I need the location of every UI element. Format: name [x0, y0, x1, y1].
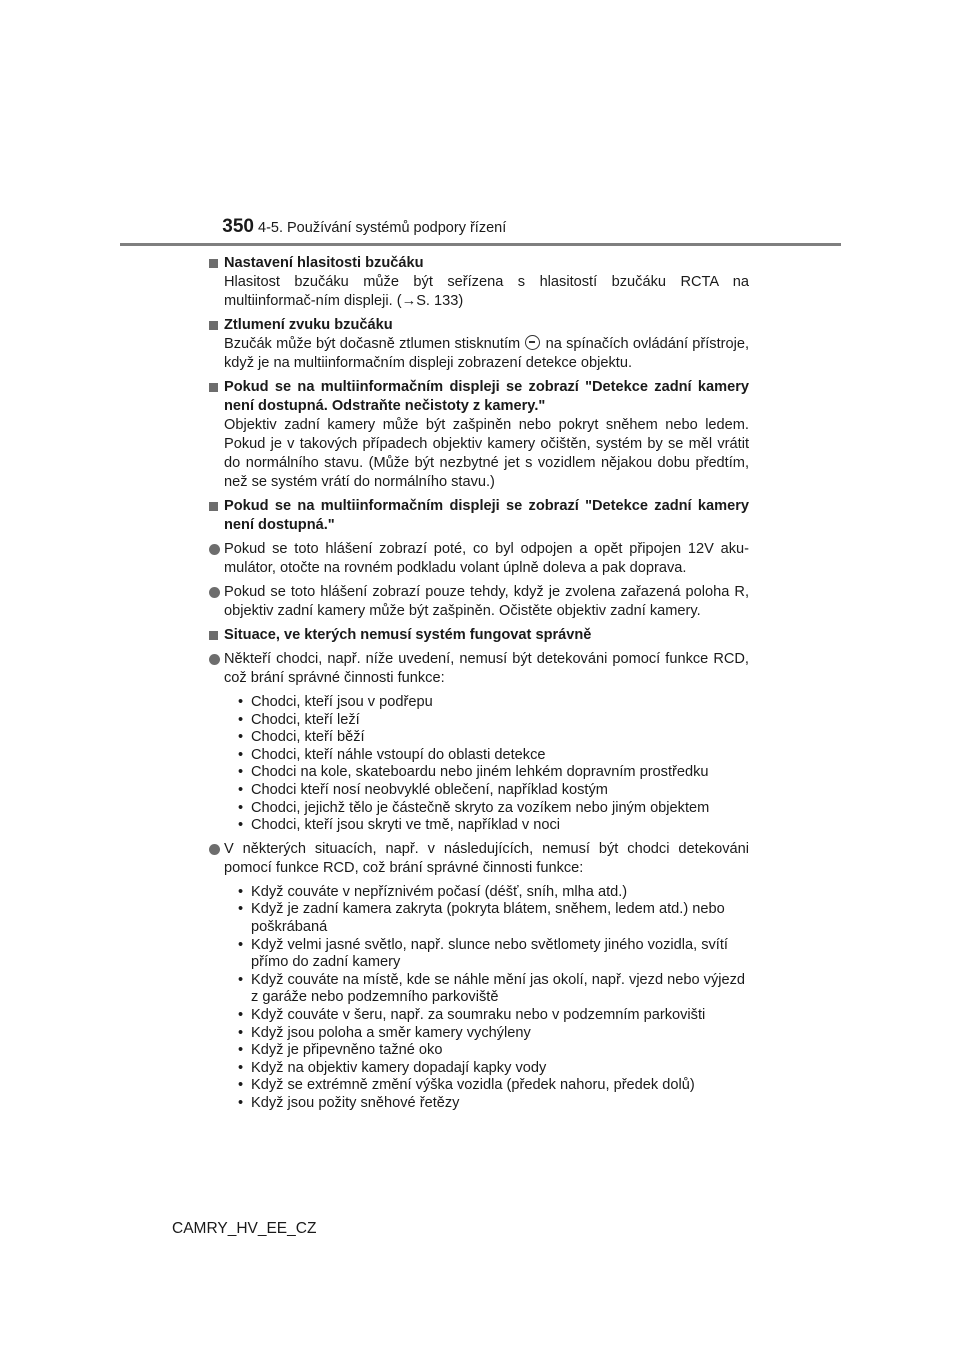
round-bullet-icon: [209, 587, 220, 598]
sub-list-item: • Chodci na kole, skateboardu nebo jiném lehkém dopravním prostředku: [238, 764, 749, 782]
sub-list-item: • Chodci, kteří běží: [238, 729, 749, 747]
sub-list-item: • Chodci, kteří leží: [238, 712, 749, 730]
section-paragraph: Hlasitost bzučáku může být seřízena s hlasitostí bzučáku RCTA na multiinformač-ním displeji. (→S. 133): [224, 274, 749, 309]
situation-list: [209, 884, 749, 1113]
section-heading: Pokud se na multiinformačním displeji se zobrazí "Detekce zadní kamery není dostupná. Odstraňte nečistoty z kamery.": [209, 378, 749, 416]
section-paragraph: Objektiv zadní kamery může být zašpiněn nebo pokryt sněhem nebo ledem. Pokud je v takových případech objektiv kamery očištěn, systém by se měl vrátit do normálního stavu. (Může být nezbytné jet s vozidlem nějakou dobu předtím, než se systém vrátí do normálního stavu.): [224, 417, 749, 490]
sub-list-item: • Když couváte v šeru, např. za soumraku nebo v podzemním parkovišti: [238, 1007, 749, 1025]
round-bullet-icon: [209, 844, 220, 855]
square-bullet-icon: [209, 631, 218, 640]
sub-list-item: • Chodci, kteří jsou v podřepu: [238, 694, 749, 712]
header-rule: [120, 243, 841, 246]
page-header: [185, 216, 506, 238]
footer-model-code: CAMRY_HV_EE_CZ: [172, 1220, 317, 1237]
sub-list-item: • Chodci kteří nosí neobvyklé oblečení, například kostým: [238, 782, 749, 800]
section-heading: Situace, ve kterých nemusí systém fungovat správně: [209, 626, 749, 645]
sub-list-item: • Když velmi jasné světlo, např. slunce nebo světlomety jiného vozidla, svítí přímo do zadní kamery: [238, 937, 749, 972]
list-item: Pokud se toto hlášení zobrazí poté, co byl odpojen a opět připojen 12V aku-mulátor, otočte na rovném podkladu volant úplně doleva a pak doprava.: [209, 540, 749, 578]
sub-list-item: • Když na objektiv kamery dopadají kapky vody: [238, 1060, 749, 1078]
sub-list-item: • Chodci, jejichž tělo je částečně skryto za vozíkem nebo jiným objektem: [238, 800, 749, 818]
sub-list-item: • Chodci, kteří náhle vstoupí do oblasti detekce: [238, 747, 749, 765]
section-paragraph: Bzučák může být dočasně ztlumen stisknutím na spínačích ovládání přístroje, když je na multiinformačním displeji zobrazení detekce objektu.: [224, 336, 750, 371]
list-item: Někteří chodci, např. níže uvedení, nemusí být detekováni pomocí funkce RCD, což brání správné činnosti funkce:: [209, 650, 749, 688]
section-heading: Ztlumení zvuku bzučáku: [209, 316, 749, 335]
sub-list-item: • Když jsou požity sněhové řetězy: [238, 1095, 749, 1113]
square-bullet-icon: [209, 259, 218, 268]
sub-list-item: • Když jsou poloha a směr kamery vychýleny: [238, 1025, 749, 1043]
square-bullet-icon: [209, 321, 218, 330]
sub-list-item: • Když couváte na místě, kde se náhle mění jas okolí, např. vjezd nebo výjezd z garáže nebo podzemního parkoviště: [238, 972, 749, 1007]
section-heading: Pokud se na multiinformačním displeji se zobrazí "Detekce zadní kamery není dostupná.": [209, 497, 749, 535]
sub-list-item: • Když je připevněno tažné oko: [238, 1042, 749, 1060]
list-item: V některých situacích, např. v následujících, nemusí být chodci detekováni pomocí funkce RCD, což brání správné činnosti funkce:: [209, 840, 749, 878]
section-heading: Nastavení hlasitosti bzučáku: [209, 254, 749, 273]
page-content: [209, 254, 749, 1114]
section-title: 4-5. Používání systémů podpory řízení: [258, 220, 507, 236]
list-item: Pokud se toto hlášení zobrazí pouze tehdy, když je zvolena zařazená poloha R, objektiv zadní kamery může být zašpiněn. Očistěte objektiv zadní kamery.: [209, 583, 749, 621]
sub-list-item: • Když se extrémně změní výška vozidla (předek nahoru, předek dolů): [238, 1077, 749, 1095]
sub-list-item: • Když je zadní kamera zakryta (pokryta blátem, sněhem, ledem atd.) nebo poškrábaná: [238, 901, 749, 936]
pedestrian-list: [209, 694, 749, 835]
round-bullet-icon: [209, 544, 220, 555]
square-bullet-icon: [209, 502, 218, 511]
back-button-icon: [525, 335, 540, 350]
round-bullet-icon: [209, 654, 220, 665]
sub-list-item: • Chodci, kteří jsou skryti ve tmě, například v noci: [238, 817, 749, 835]
page-number: 350: [222, 216, 254, 237]
square-bullet-icon: [209, 383, 218, 392]
sub-list-item: • Když couváte v nepříznivém počasí (déšť, sníh, mlha atd.): [238, 884, 749, 902]
